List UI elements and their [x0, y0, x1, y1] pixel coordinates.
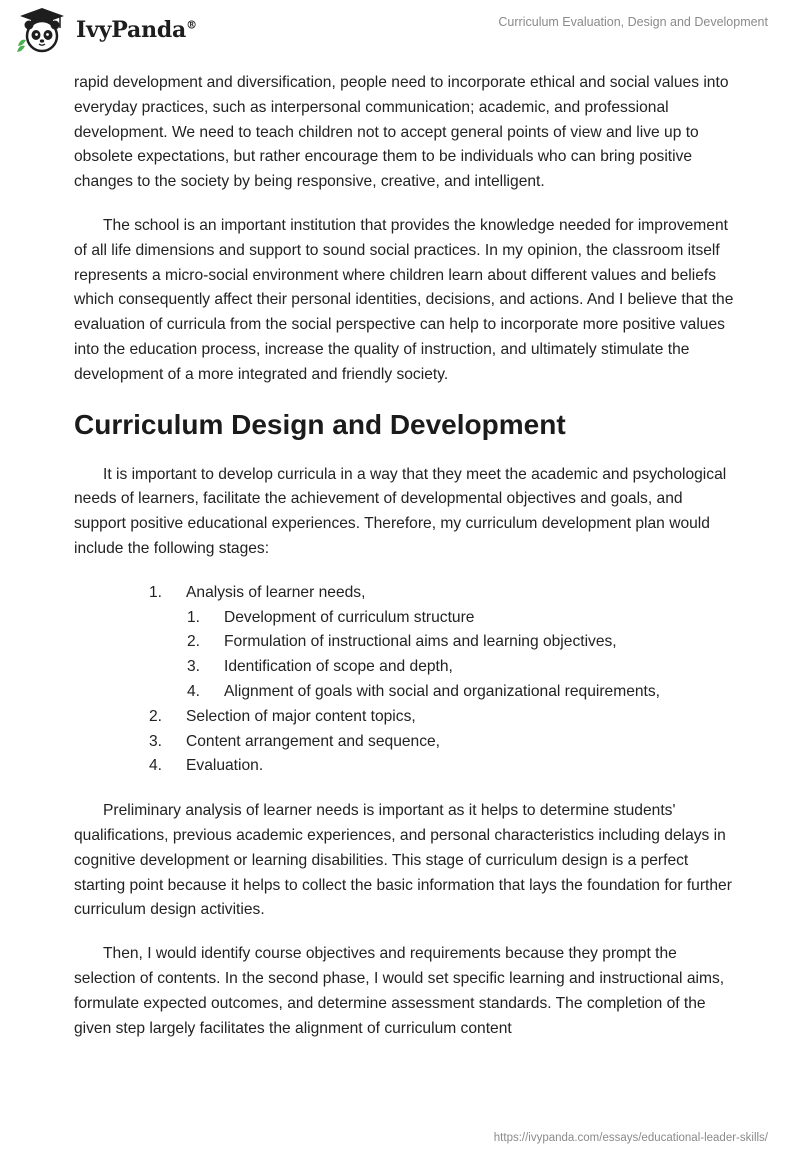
paragraph: It is important to develop curricula in a way that they meet the academic and psychological needs of learners, facilitate the achievement of developmental objectives and goals, and support positive educational experiences. Therefore, my curriculum development plan would include the following stages:: [74, 465, 727, 557]
document-title: Curriculum Evaluation, Design and Development: [498, 15, 768, 29]
list-number: 4.: [187, 682, 201, 700]
list-item: [74, 680, 734, 705]
list-item-text: Analysis of learner needs,: [186, 583, 366, 601]
list-item-text: Development of curriculum structure: [224, 608, 475, 626]
list-number: 4.: [149, 757, 163, 775]
paragraph: rapid development and diversification, people need to incorporate ethical and social values into everyday practices, such as interpersonal communication; academic, and professional development. We need to teach children not to accept general points of view and live up to obsolete expectations, but rather encourage them to be individuals who can bring positive changes to the society by being responsive, creative, and intelligent.: [74, 74, 729, 191]
list-number: 1.: [187, 608, 201, 626]
curriculum-stages-list: [74, 581, 734, 779]
brand-name: IvyPanda®: [76, 17, 197, 43]
list-item: [74, 730, 734, 755]
list-number: 1.: [149, 583, 163, 601]
brand-logo[interactable]: [14, 6, 197, 54]
page-header: [0, 0, 800, 66]
source-url[interactable]: https://ivypanda.com/essays/educational-leader-skills/: [493, 1132, 768, 1144]
list-number: 3.: [149, 732, 163, 750]
panda-logo-icon: [14, 6, 70, 54]
list-item-text: Alignment of goals with social and organizational requirements,: [224, 682, 661, 700]
list-item: [74, 655, 734, 680]
list-number: 3.: [187, 658, 201, 676]
list-item: [74, 754, 734, 779]
list-number: 2.: [187, 633, 201, 651]
list-item: [74, 630, 734, 655]
paragraph: Preliminary analysis of learner needs is important as it helps to determine students' qualifications, previous academic experiences, and personal characteristics including delays in cognitive development or learning disabilities. This stage of curriculum design is a perfect starting point because it helps to collect the basic information that lays the foundation for further curriculum design activities.: [74, 802, 732, 919]
list-item-text: Identification of scope and depth,: [224, 658, 453, 676]
paragraph: The school is an important institution that provides the knowledge needed for improvement of all life dimensions and support to sound social practices. In my opinion, the classroom itself represents a micro-social environment where children learn about different values and beliefs which consequently affect their personal identities, decisions, and actions. And I believe that the evaluation of curricula from the social perspective can help to incorporate more positive values into the education process, increase the quality of instruction, and ultimately stimulate the development of a more integrated and friendly society.: [74, 216, 734, 383]
article-body: [74, 71, 734, 1060]
list-number: 2.: [149, 707, 163, 725]
list-item-text: Evaluation.: [186, 757, 264, 775]
list-item-text: Formulation of instructional aims and learning objectives,: [224, 633, 617, 651]
paragraph: Then, I would identify course objectives and requirements because they prompt the selection of contents. In the second phase, I would set specific learning and instructional aims, formulate expected outcomes, and determine assessment standards. The completion of the given step largely facilitates the alignment of curriculum content: [74, 945, 725, 1037]
list-item: [74, 581, 734, 606]
list-item-text: Content arrangement and sequence,: [186, 732, 441, 750]
section-heading: Curriculum Design and Development: [74, 408, 566, 440]
list-item-text: Selection of major content topics,: [186, 707, 416, 725]
list-item: [74, 705, 734, 730]
list-item: [74, 606, 734, 631]
